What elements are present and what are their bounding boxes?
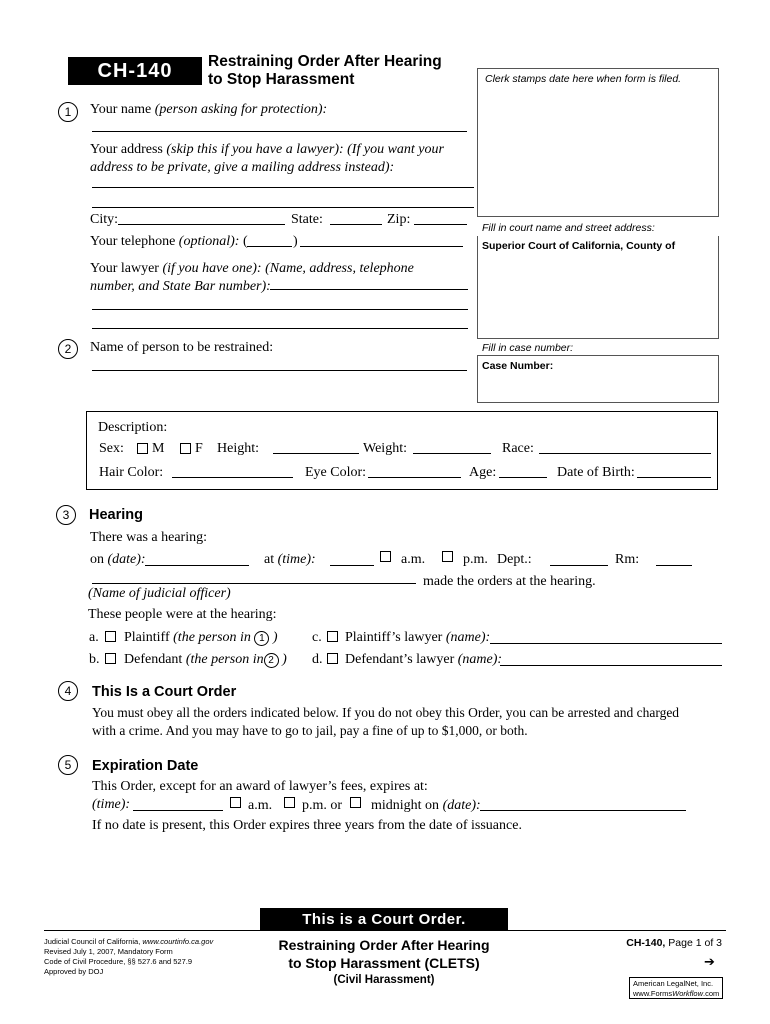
expiration-date-field[interactable] <box>480 810 686 811</box>
plaintiff-lawyer-checkbox[interactable] <box>327 631 338 642</box>
room-field[interactable] <box>656 565 692 566</box>
section-4-number: 4 <box>58 681 78 701</box>
description-box <box>86 411 718 490</box>
expiration-default-text: If no date is present, this Order expires three years from the date of issuance. <box>92 818 522 833</box>
judicial-officer-field[interactable] <box>92 583 416 584</box>
weight-field[interactable] <box>413 453 491 454</box>
sex-f-label: F <box>195 441 203 456</box>
footer-left-info: Judicial Council of California, www.courtinfo.ca.gov Revised July 1, 2007, Mandatory Form Code of Civil Procedure, §§ 527.6 and 527.9 Approved by DOJ <box>44 937 214 976</box>
sex-f-checkbox[interactable] <box>180 443 191 454</box>
address-field-1[interactable] <box>92 187 474 188</box>
your-name-label: Your name (person asking for protection): <box>90 102 328 117</box>
room-label: Rm: <box>615 552 640 567</box>
restrained-person-label: Name of person to be restrained: <box>90 340 274 355</box>
sex-m-checkbox[interactable] <box>137 443 148 454</box>
attendee-a-letter: a. <box>89 630 99 645</box>
lawyer-field-1[interactable] <box>270 289 468 290</box>
section-1-number: 1 <box>58 102 78 122</box>
dob-label: Date of Birth: <box>557 465 635 480</box>
expiration-text: This Order, except for an award of lawyer’s fees, expires at: <box>92 779 428 794</box>
state-field[interactable] <box>330 224 382 225</box>
defendant-checkbox[interactable] <box>105 653 116 664</box>
court-order-banner: This is a Court Order. <box>260 908 508 931</box>
dept-field[interactable] <box>550 565 608 566</box>
lawyer-field-3[interactable] <box>92 328 468 329</box>
hearing-pm-checkbox[interactable] <box>442 551 453 562</box>
court-name-label: Fill in court name and street address: <box>482 222 655 234</box>
your-name-field[interactable] <box>92 131 467 132</box>
form-id-badge <box>68 57 202 85</box>
footer-title: Restraining Order After Hearing to Stop Harassment (CLETS) (Civil Harassment) <box>278 937 490 986</box>
attendee-c-letter: c. <box>312 630 322 645</box>
defendant-label: Defendant (the person in 2 ) <box>124 652 287 667</box>
attendee-b-letter: b. <box>89 652 100 667</box>
expiration-time-field[interactable] <box>133 810 223 811</box>
plaintiff-lawyer-label: Plaintiff’s lawyer (name): <box>345 630 491 645</box>
case-number-caption: Fill in case number: <box>482 342 574 354</box>
city-label: City: <box>90 212 119 227</box>
plaintiff-label: Plaintiff (the person in 1 ) <box>124 630 278 645</box>
case-number-box[interactable] <box>477 355 719 403</box>
phone-paren-close: ) <box>293 234 298 249</box>
expiration-time-label: (time): <box>92 797 131 812</box>
defendant-lawyer-field[interactable] <box>500 665 722 666</box>
phone-area-code-field[interactable] <box>247 246 292 247</box>
section-5-title: Expiration Date <box>92 758 199 774</box>
section-2-ref-icon: 2 <box>264 653 279 668</box>
attendee-d-letter: d. <box>312 652 323 667</box>
judicial-officer-caption: (Name of judicial officer) <box>88 586 231 601</box>
footer-page-ref: CH-140, Page 1 of 3 <box>626 937 722 949</box>
sex-m-label: M <box>152 441 165 456</box>
plaintiff-lawyer-field[interactable] <box>490 643 722 644</box>
form-title-line1: Restraining Order After Hearing <box>208 53 442 70</box>
defendant-lawyer-label: Defendant’s lawyer (name): <box>345 652 503 667</box>
hearing-time-label: at (time): <box>264 552 316 567</box>
section-1-ref-icon: 1 <box>254 631 269 646</box>
eye-color-field[interactable] <box>368 477 461 478</box>
zip-field[interactable] <box>414 224 467 225</box>
age-label: Age: <box>469 465 497 480</box>
age-field[interactable] <box>499 477 547 478</box>
court-name-text: Superior Court of California, County of <box>482 240 676 252</box>
height-field[interactable] <box>273 453 359 454</box>
city-field[interactable] <box>118 224 285 225</box>
section-3-number: 3 <box>56 505 76 525</box>
sex-label: Sex: <box>99 441 124 456</box>
lawyer-field-2[interactable] <box>92 309 468 310</box>
dept-label: Dept.: <box>497 552 532 567</box>
your-address-label: Your address (skip this if you have a lawyer): (If you want your address to be private, give a mailing address instead): <box>90 142 444 175</box>
clerk-stamp-box[interactable] <box>477 68 719 217</box>
zip-label: Zip: <box>387 212 411 227</box>
hearing-pm-label: p.m. <box>463 552 488 567</box>
people-present-label: These people were at the hearing: <box>88 607 277 622</box>
hearing-date-field[interactable] <box>145 565 249 566</box>
section-4-title: This Is a Court Order <box>92 684 237 700</box>
restrained-person-field[interactable] <box>92 370 467 371</box>
height-label: Height: <box>217 441 259 456</box>
hearing-time-field[interactable] <box>330 565 374 566</box>
weight-label: Weight: <box>363 441 407 456</box>
telephone-label: Your telephone (optional): ( <box>90 234 248 249</box>
hair-color-label: Hair Color: <box>99 465 164 480</box>
case-number-label: Case Number: <box>482 360 554 372</box>
midnight-checkbox[interactable] <box>350 797 361 808</box>
hair-color-field[interactable] <box>172 477 293 478</box>
section-2-number: 2 <box>58 339 78 359</box>
defendant-lawyer-checkbox[interactable] <box>327 653 338 664</box>
form-id: CH-140 <box>97 60 173 82</box>
plaintiff-checkbox[interactable] <box>105 631 116 642</box>
state-label: State: <box>291 212 323 227</box>
hearing-date-label: on (date): <box>90 552 146 567</box>
lawyer-label: Your lawyer (if you have one): (Name, address, telephone number, and State Bar number): <box>90 261 414 294</box>
section-3-title: Hearing <box>89 507 143 523</box>
publisher-box: American LegalNet, Inc. www.FormsWorkflow.com <box>629 977 723 999</box>
expiration-am-checkbox[interactable] <box>230 797 241 808</box>
expiration-pm-checkbox[interactable] <box>284 797 295 808</box>
expiration-pm-label: p.m. or <box>302 798 343 813</box>
next-page-arrow-icon: ➔ <box>704 955 715 970</box>
there-was-hearing: There was a hearing: <box>90 530 207 545</box>
hearing-am-checkbox[interactable] <box>380 551 391 562</box>
expiration-am-label: a.m. <box>248 798 273 813</box>
court-order-text: You must obey all the orders indicated below. If you do not obey this Order, you can be arrested and charged with a crime. And you may have to go to jail, pay a fine of up to $1,000, or both. <box>92 705 680 738</box>
address-field-2[interactable] <box>92 207 474 208</box>
footer-rule <box>44 930 726 931</box>
hearing-am-label: a.m. <box>401 552 426 567</box>
dob-field[interactable] <box>637 477 711 478</box>
phone-number-field[interactable] <box>300 246 463 247</box>
eye-color-label: Eye Color: <box>305 465 367 480</box>
made-orders-text: made the orders at the hearing. <box>423 574 596 589</box>
description-label: Description: <box>98 420 168 435</box>
race-field[interactable] <box>539 453 711 454</box>
section-5-number: 5 <box>58 755 78 775</box>
midnight-label: midnight on (date): <box>371 798 481 813</box>
race-label: Race: <box>502 441 534 456</box>
clerk-stamp-label: Clerk stamps date here when form is filed. <box>485 73 682 85</box>
form-title <box>208 53 442 89</box>
form-title-line2: to Stop Harassment <box>208 71 355 88</box>
